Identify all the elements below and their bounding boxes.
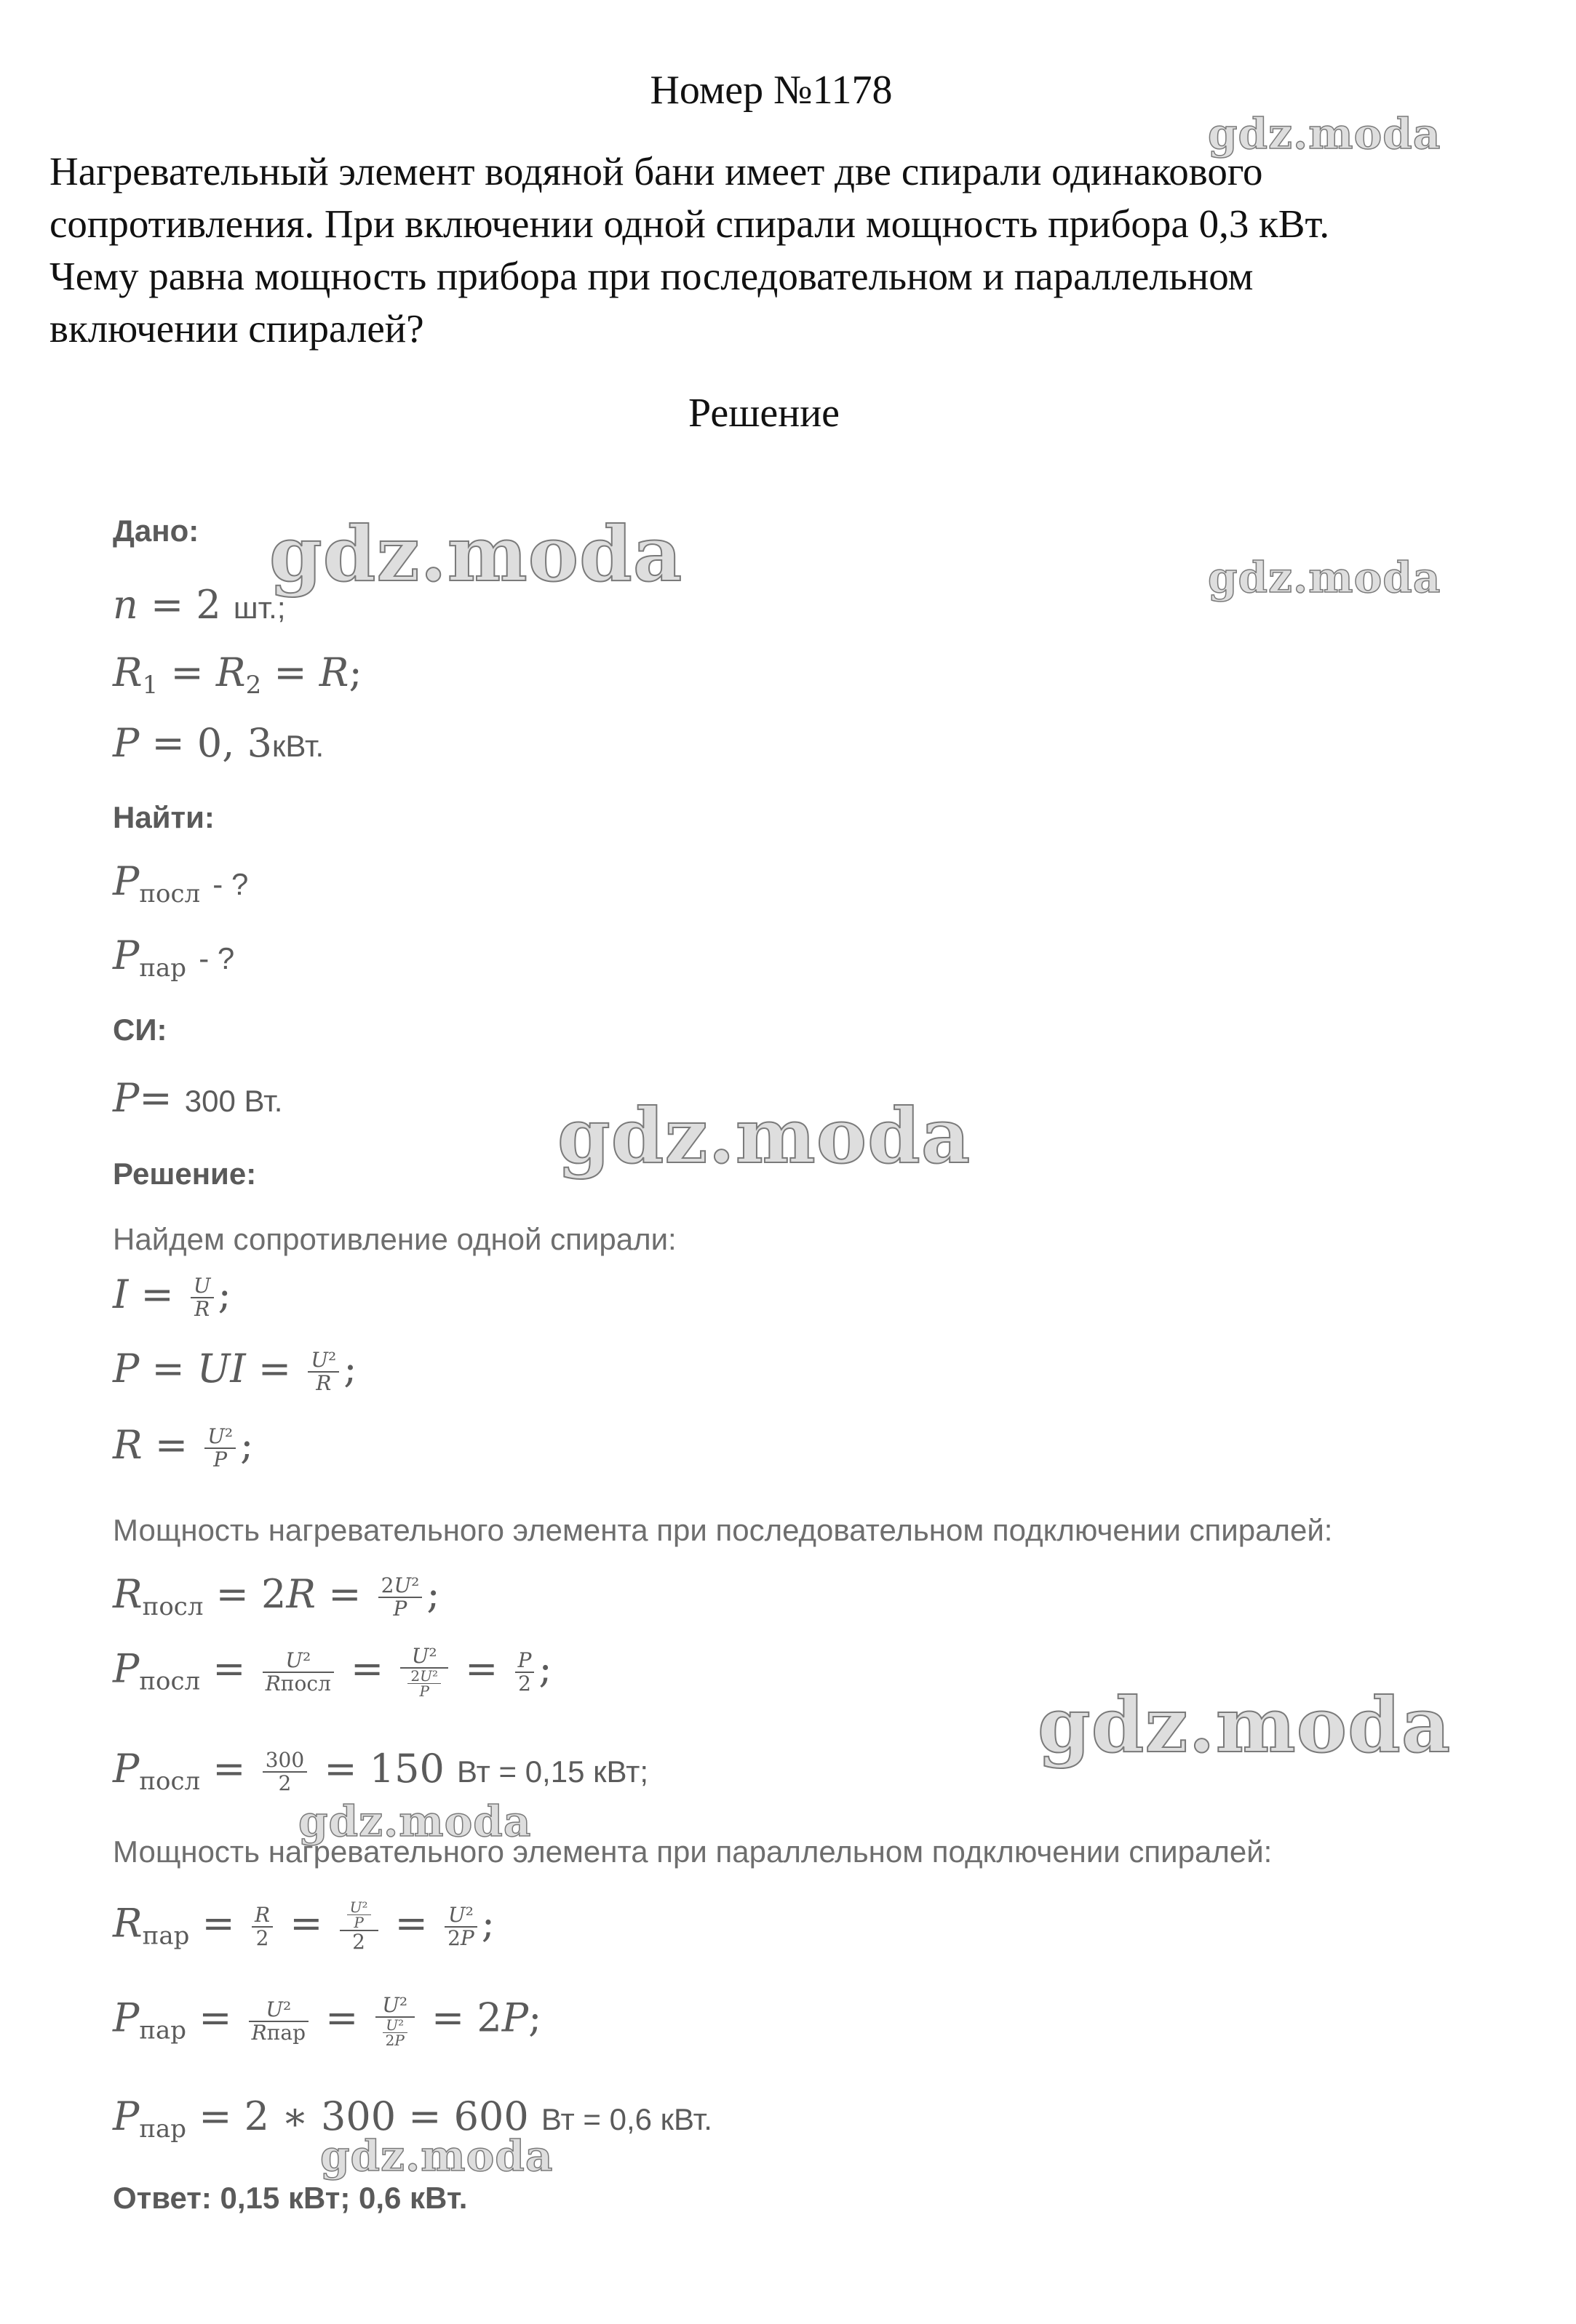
formula-current: I = $\frac{U}{R}$ ; [113,1271,231,1321]
formula-r-parallel: $R_{пар}$ = $\frac{R}{2}$ = $\frac{\frac{\text{U²}}{P}}{2}$ = $\frac{\text{U²}}{2P}$ ; [113,1898,495,1954]
solution-heading: Решение [688,391,840,436]
text-series: Мощность нагревательного элемента при последовательном подключении спиралей: [113,1513,1333,1547]
problem-statement [49,145,1534,355]
answer: Ответ: 0,15 кВт; 0,6 кВт. [113,2181,468,2215]
watermark: gdz.moda [269,509,683,599]
watermark: gdz.moda [1038,1680,1452,1770]
formula-p-series-value: $P_{посл}$ = $\frac{300}{2}$ = 150 Вт = 0,15 кВт; [113,1746,649,1796]
problem-line: Чему равна мощность прибора при последовательном и параллельном [49,254,1254,298]
formula-p-parallel: $P_{пар}$ = $\frac{\text{U²}}{\text{Rпар}}$ = $\frac{\text{U²}}{\frac{\text{U²}}{2P}}$ = 2P; [113,1993,542,2049]
problem-line: сопротивления. При включении одной спирали мощность прибора 0,3 кВт. [49,201,1330,246]
given-resistances: $R_1 = R_2 = R$; [113,650,362,700]
solution-label: Решение: [113,1157,257,1191]
find-p-series: $P_{посл}$ - ? [113,858,249,909]
formula-p-series: $P_{посл}$ = $\frac{\text{U²}}{\text{Rпосл}}$ = $\frac{\text{U²}}{\frac{\text{2U²}}{P}}$ = $\frac{P}{2}$ ; [113,1644,552,1700]
formula-p-parallel-value: $P_{пар} = 2$ ∗ 300 = 600 Вт = 0,6 кВт. [113,2093,712,2144]
problem-line: Нагревательный элемент водяной бани имеет две спирали одинакового [49,149,1263,193]
problem-number-title: Номер №1178 [650,68,893,113]
given-power: P = 0, 3кВт. [113,720,325,766]
given-label: Дано: [113,514,199,548]
find-p-parallel: $P_{пар}$ - ? [113,933,235,983]
si-label: СИ: [113,1013,167,1047]
given-n: n = 2 шт.; [113,582,286,628]
problem-line: включении спиралей? [49,306,424,351]
watermark: gdz.moda [1208,109,1441,159]
watermark: gdz.moda [1208,553,1441,602]
si-power: P= 300 Вт. [113,1075,283,1121]
watermark: gdz.moda [298,1797,532,1846]
watermark: gdz.moda [320,2131,554,2181]
formula-r-series: $R_{посл} = 2R$ = $\frac{\text{2U²}}{P}$ ; [113,1571,440,1621]
formula-power: P = UI = $\frac{\text{U²}}{R}$ ; [113,1346,357,1395]
text-resistance: Найдем сопротивление одной спирали: [113,1222,677,1256]
formula-resistance: R = $\frac{\text{U²}}{P}$ ; [113,1422,254,1472]
find-label: Найти: [113,800,215,834]
text-parallel: Мощность нагревательного элемента при параллельном подключении спиралей: [113,1834,1273,1869]
watermark: gdz.moda [557,1091,971,1181]
